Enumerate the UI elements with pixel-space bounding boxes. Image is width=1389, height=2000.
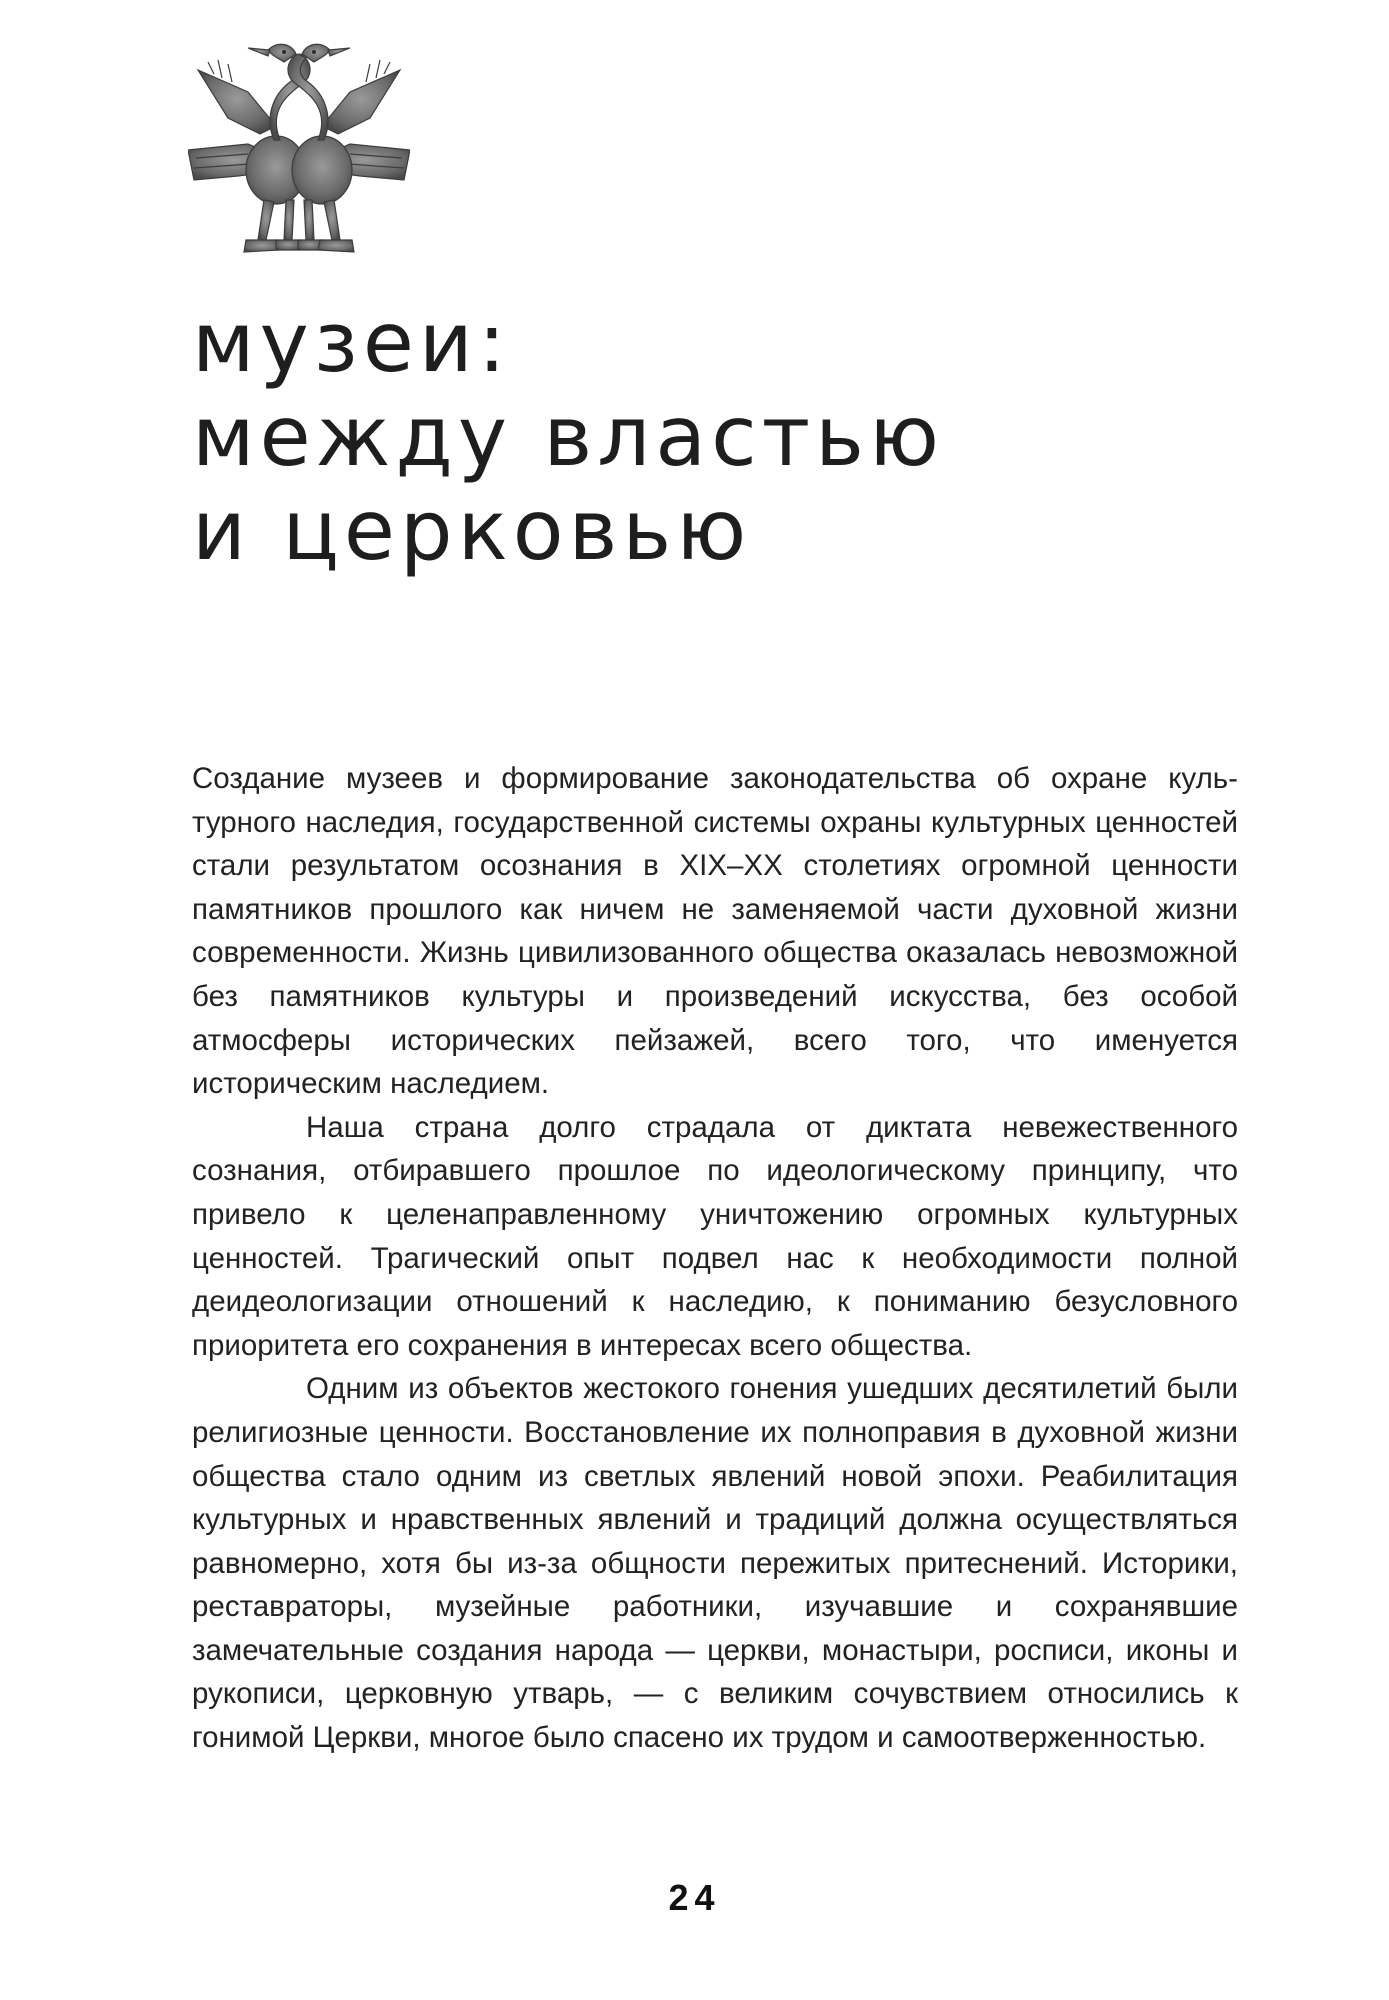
title-line-1: музеи: [192, 294, 511, 391]
page-number: 24 [668, 1877, 721, 1918]
page-title [192, 296, 944, 578]
paragraph-1: Создание музеев и формирование законодательства об охране культурного наследия, государственной системы охраны культурных ценностей стали результатом осознания в XIX–XX столетиях огромной ценности памятников прошлого как ничем не заменяемой части духовной жизни современности. Жизнь цивилизованного общества оказалась невозможной без памятников культуры и произведений искусства, без особой атмосферы исторических пейзажей, всего того, что именуется историческим наследием. [192, 762, 1238, 1101]
title-line-3: и церковью [192, 482, 752, 579]
paragraph-3: Одним из объектов жестокого гонения ушедших десятилетий были религиозные ценности. Восстановление их полноправия в духовной жизни общества стало одним из светлых явлений новой эпохи. Реабилитация культурных и нравственных явлений и традиций должна осуществляться равномерно, хотя бы из-за общности пережитых притеснений. Историки, реставраторы, музейные работники, изучавшие и сохранявшие замечательные создания народа — церкви, монастыри, росписи, иконы и рукописи, церковную утварь, — с великим сочувствием относились к гонимой Церкви, многое было спасено их трудом и самоотверженностью. [192, 1372, 1238, 1755]
twin-birds-relief-icon [188, 40, 410, 266]
body-text [192, 757, 1238, 1760]
paragraph-2: Наша страна долго страдала от диктата невежественного сознания, отбиравшего прошлое по идеологическому принципу, что привело к целенаправленному уничтожению огромных культурных ценностей. Трагический опыт подвел нас к необходимости полной деидеологизации отношений к наследию, к пониманию безусловного приоритета его сохранения в интересах всего общества. [192, 1110, 1238, 1362]
title-line-2: между властью [192, 388, 944, 485]
